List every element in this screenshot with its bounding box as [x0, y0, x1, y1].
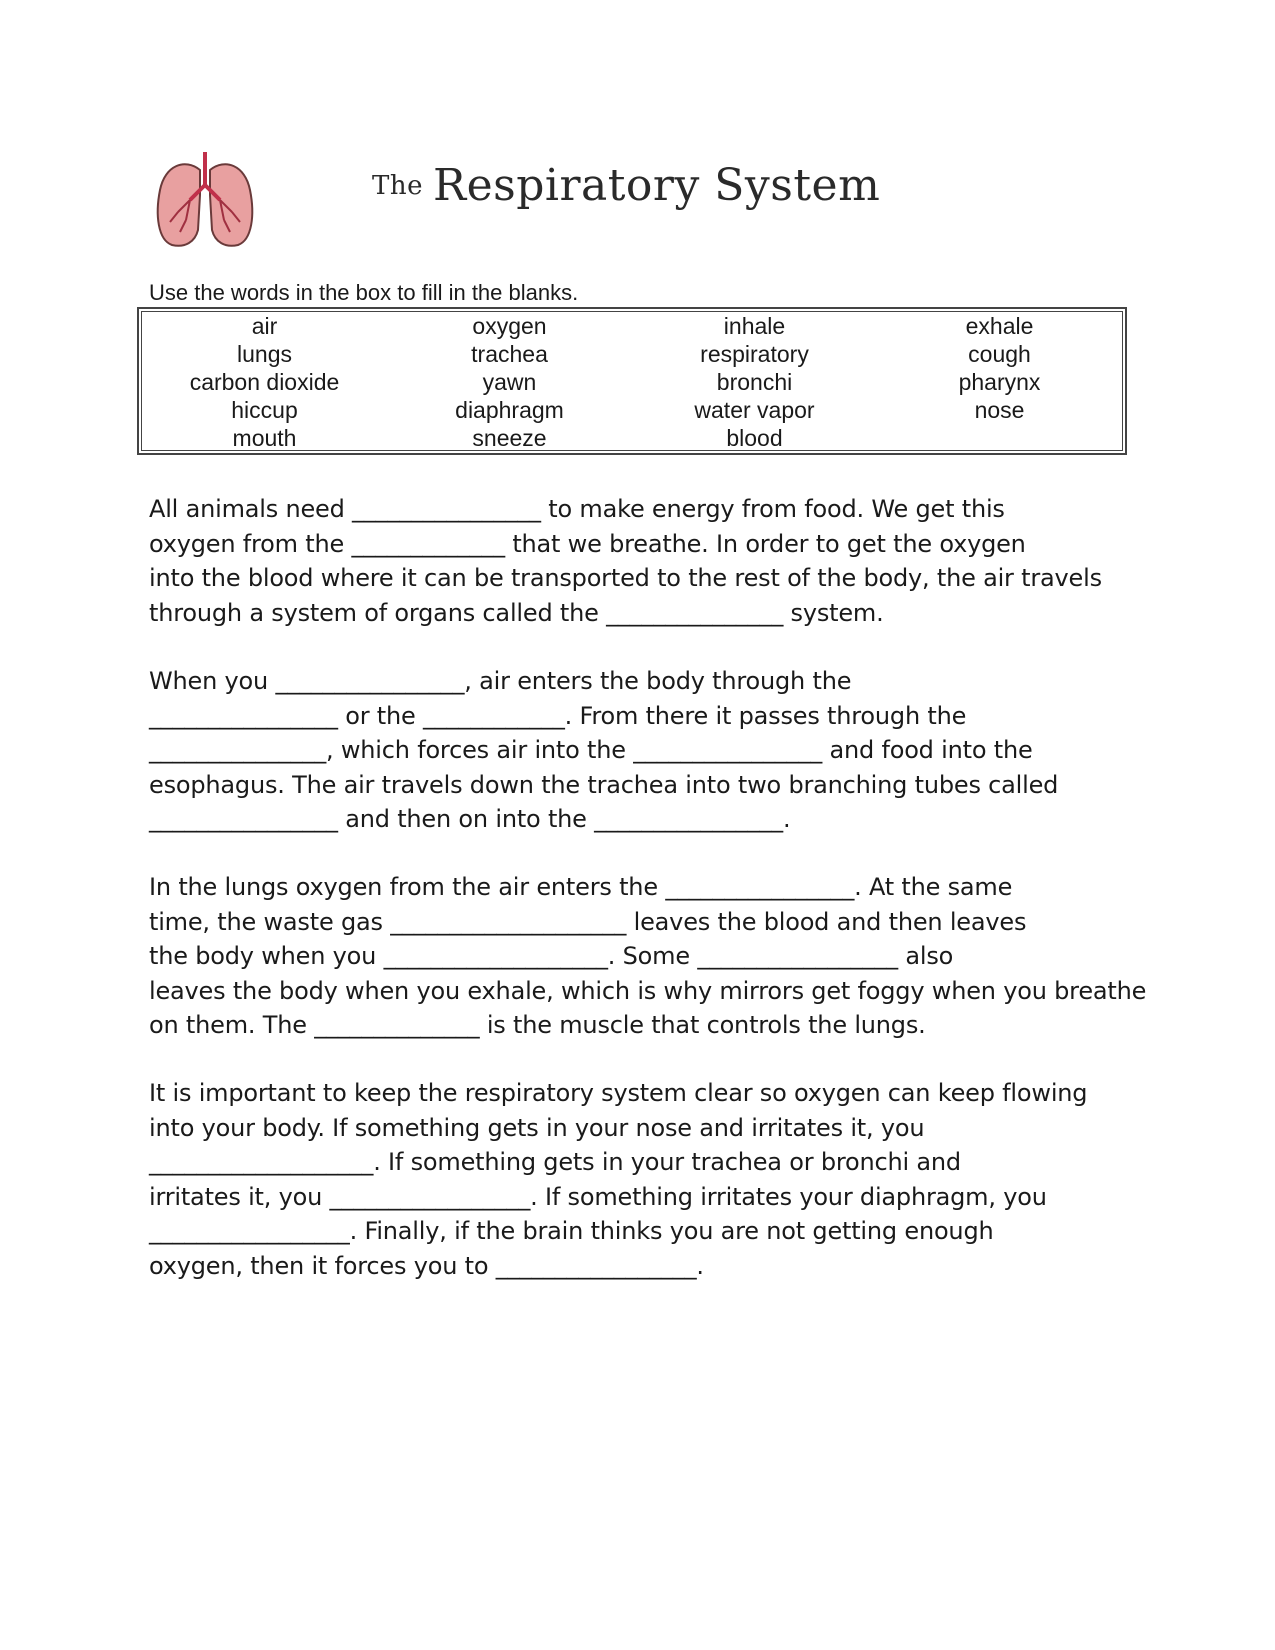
lungs-icon: [150, 150, 260, 250]
paragraph-3: [149, 870, 1147, 1043]
word-bank-item: respiratory: [700, 341, 809, 367]
passage-line: ________________ and then on into the ________________.: [149, 805, 791, 833]
passage-line: oxygen from the _____________ that we breathe. In order to get the oxygen: [149, 529, 1026, 558]
word-bank-item: yawn: [482, 369, 537, 395]
passage-line: ________________ or the ____________. From there it passes through the: [149, 701, 967, 730]
word-bank-item: oxygen: [472, 313, 547, 339]
passage-line: esophagus. The air travels down the trachea into two branching tubes called: [149, 770, 1059, 799]
passage-line: ___________________. If something gets in your trachea or bronchi and: [149, 1148, 961, 1176]
word-bank-item: trachea: [471, 341, 548, 367]
passage-line: on them. The ______________ is the muscle that controls the lungs.: [149, 1011, 926, 1039]
passage-line: irritates it, you _________________. If something irritates your diaphragm, you: [149, 1182, 1047, 1211]
passage-line: time, the waste gas ____________________ leaves the blood and then leaves: [149, 907, 1027, 936]
word-bank-item: bronchi: [716, 369, 793, 395]
word-bank-item: water vapor: [694, 397, 815, 423]
passage-line: through a system of organs called the _______________ system.: [149, 598, 884, 627]
word-bank-item: cough: [968, 341, 1031, 367]
instruction-text: Use the words in the box to fill in the blanks.: [149, 280, 579, 305]
paragraph-2: [149, 664, 1134, 837]
passage-line: _______________, which forces air into the ________________ and food into the: [149, 736, 1033, 764]
word-bank-item: exhale: [965, 313, 1034, 339]
word-bank-box: [137, 307, 1127, 455]
word-bank-item: carbon dioxide: [189, 369, 340, 395]
word-bank-item: [877, 424, 1122, 452]
paragraph-1: [149, 492, 1134, 630]
word-bank-item: diaphragm: [455, 397, 564, 423]
passage-line: leaves the body when you exhale, which is why mirrors get foggy when you breathe: [149, 976, 1147, 1005]
word-bank-item: lungs: [237, 341, 292, 367]
passage-line: oxygen, then it forces you to _________________.: [149, 1251, 704, 1280]
page-title: [372, 160, 880, 211]
word-bank-item: nose: [974, 397, 1025, 423]
worksheet-header: [150, 140, 881, 250]
passage-line: When you ________________, air enters the body through the: [149, 667, 852, 695]
word-bank-item: blood: [726, 425, 783, 451]
passage-line: into the blood where it can be transported to the rest of the body, the air travels: [149, 564, 1102, 592]
title-prefix: The: [372, 171, 423, 201]
title-main: Respiratory System: [432, 160, 881, 211]
passage-line: In the lungs oxygen from the air enters the ________________. At the same: [149, 873, 1013, 901]
passage-line: the body when you ___________________. Some _________________ also: [149, 942, 954, 970]
word-bank-item: mouth: [232, 425, 297, 451]
word-bank-item: air: [251, 313, 278, 339]
word-bank-item: sneeze: [472, 425, 547, 451]
word-bank-item: hiccup: [231, 397, 298, 423]
passage-line: It is important to keep the respiratory system clear so oxygen can keep flowing: [149, 1079, 1088, 1107]
paragraph-4: [149, 1076, 1134, 1283]
passage-line: into your body. If something gets in your nose and irritates it, you: [149, 1113, 925, 1142]
passage-line: All animals need ________________ to make energy from food. We get this: [149, 495, 1005, 523]
word-bank-item: inhale: [723, 313, 786, 339]
passage-line: _________________. Finally, if the brain thinks you are not getting enough: [149, 1217, 994, 1245]
word-bank-item: pharynx: [958, 369, 1041, 395]
